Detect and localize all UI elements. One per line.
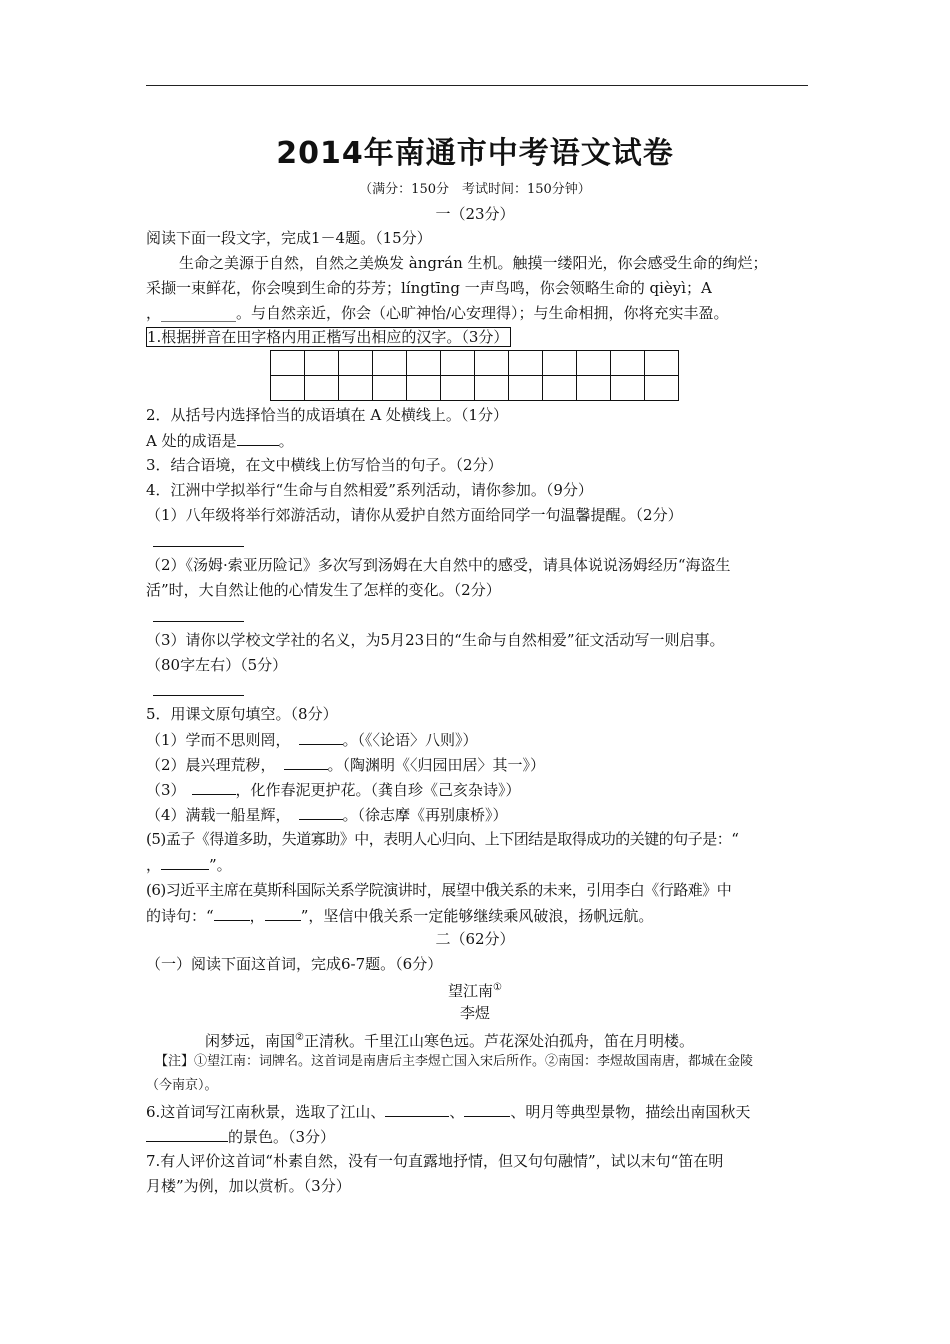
poem-note-line-2: （今南京）。 (146, 1078, 218, 1093)
grid-cell[interactable] (339, 376, 373, 401)
question-4-2-line-1: （2）《汤姆·索亚历险记》多次写到汤姆在大自然中的感受，请具体说说汤姆经历“海盗生 (146, 556, 731, 574)
passage-line-3: ，__________。与自然亲近，你会（心旷神怡/心安理得）；与生命相拥，你将充实丰盈。 (146, 304, 729, 322)
section-1-header: 一（23分） (435, 205, 515, 223)
question-5-4: （4）满载一船星辉， 。（徐志摩《再别康桥》） (146, 806, 508, 824)
blank-5-3[interactable] (192, 779, 236, 795)
poem-text: 闲梦远，南国②正清秋。千里江山寒色远。芦花深处泊孤舟，笛在月明楼。 (205, 1032, 694, 1050)
question-5-5: (5)孟子《得道多助，失道寡助》中，表明人心归向、上下团结是取得成功的关键的句子是：“ (146, 830, 739, 848)
grid-cell[interactable] (305, 376, 339, 401)
grid-cell[interactable] (373, 351, 407, 376)
grid-cell[interactable] (441, 376, 475, 401)
question-3: 3．结合语境，在文中横线上仿写恰当的句子。（2分） (146, 456, 503, 474)
blank-5-6-b[interactable] (265, 905, 301, 921)
grid-cell[interactable] (645, 376, 679, 401)
question-5-1: （1）学而不思则罔， 。（《〈论语〉八则》） (146, 731, 478, 749)
grid-cell[interactable] (271, 351, 305, 376)
question-4-3-line-2: （80字左右）（5分） (146, 656, 288, 674)
passage-line-1: 生命之美源于自然，自然之美焕发 àngrán 生机。触摸一缕阳光，你会感受生命的绚烂； (179, 254, 768, 272)
question-6-cont: 的景色。（3分） (146, 1126, 335, 1147)
question-6: 6.这首词写江南秋景，选取了江山、 、 、明月等典型景物，描绘出南国秋天 (146, 1103, 751, 1121)
question-5: 5．用课文原句填空。（8分） (146, 705, 338, 723)
question-1: 1.根据拼音在田字格内用正楷写出相应的汉字。（3分） (146, 327, 511, 347)
blank-6-b[interactable] (464, 1101, 510, 1117)
blank-5-4[interactable] (299, 804, 343, 820)
question-7-line-1: 7.有人评价这首词“朴素自然，没有一句直露地抒情，但又句句融情”，试以末句“笛在明 (146, 1152, 724, 1170)
grid-cell[interactable] (339, 351, 373, 376)
question-4-1: （1）八年级将举行郊游活动，请你从爱护自然方面给同学一句温馨提醒。（2分） (146, 506, 683, 524)
answer-line-4-3[interactable] (153, 695, 244, 696)
blank-6-c[interactable] (146, 1126, 228, 1142)
page-title: 2014年南通市中考语文试卷 (276, 136, 674, 171)
grid-cell[interactable] (577, 351, 611, 376)
question-2-answer: A 处的成语是 。 (146, 432, 294, 450)
grid-cell[interactable] (543, 351, 577, 376)
grid-cell[interactable] (475, 351, 509, 376)
question-5-3: （3） ，化作春泥更护花。（龚自珍《己亥杂诗》） (146, 781, 521, 799)
exam-subtitle: （满分：150分 考试时间：150分钟） (359, 182, 591, 197)
question-7-line-2: 月楼”为例，加以赏析。（3分） (146, 1177, 351, 1195)
blank-5-5[interactable] (161, 854, 209, 870)
question-2: 2．从括号内选择恰当的成语填在 A 处横线上。（1分） (146, 406, 508, 424)
grid-cell[interactable] (645, 351, 679, 376)
grid-row (271, 351, 679, 376)
answer-line-4-2[interactable] (153, 621, 244, 622)
header-rule (146, 85, 808, 86)
blank-6-a[interactable] (385, 1101, 449, 1117)
passage-line-2: 采撷一束鲜花，你会嗅到生命的芬芳；língtīng 一声鸟鸣，你会领略生命的 qièyì；A (146, 279, 712, 297)
answer-line-4-1[interactable] (153, 546, 244, 547)
idiom-answer-blank[interactable] (237, 430, 279, 446)
section-1-intro: 阅读下面一段文字，完成1－4题。（15分） (146, 229, 432, 247)
poem-note-line-1: 【注】①望江南：词牌名。这首词是南唐后主李煜亡国入宋后所作。②南国：李煜故国南唐，都城在金陵 (155, 1054, 754, 1069)
grid-row (271, 376, 679, 401)
blank-5-2[interactable] (284, 754, 328, 770)
poem-author: 李煜 (459, 1004, 490, 1022)
grid-cell[interactable] (509, 376, 543, 401)
question-4: 4．江洲中学拟举行“生命与自然相爱”系列活动，请你参加。（9分） (146, 481, 593, 499)
grid-cell[interactable] (407, 351, 441, 376)
section-2-header: 二（62分） (435, 930, 515, 948)
grid-cell[interactable] (271, 376, 305, 401)
grid-cell[interactable] (407, 376, 441, 401)
grid-cell[interactable] (543, 376, 577, 401)
section-2-intro: （一）阅读下面这首词，完成6-7题。（6分） (146, 955, 443, 973)
grid-cell[interactable] (611, 376, 645, 401)
tianzi-grid[interactable] (270, 350, 679, 401)
grid-cell[interactable] (441, 351, 475, 376)
grid-cell[interactable] (611, 351, 645, 376)
question-5-2: （2）晨兴理荒秽， 。（陶渊明《〈归园田居〉其一》） (146, 756, 546, 774)
question-4-3-line-1: （3）请你以学校文学社的名义，为5月23日的“生命与自然相爱”征文活动写一则启事。 (146, 631, 725, 649)
grid-cell[interactable] (577, 376, 611, 401)
grid-cell[interactable] (509, 351, 543, 376)
grid-cell[interactable] (305, 351, 339, 376)
grid-cell[interactable] (475, 376, 509, 401)
blank-5-1[interactable] (299, 729, 343, 745)
grid-cell[interactable] (373, 376, 407, 401)
blank-5-6-a[interactable] (214, 905, 250, 921)
question-4-2-line-2: 活”时，大自然让他的心情发生了怎样的变化。（2分） (146, 581, 501, 599)
question-5-5-answer: ， ”。 (146, 856, 232, 874)
question-5-6-answer: 的诗句：“ ， ”，坚信中俄关系一定能够继续乘风破浪，扬帆远航。 (146, 907, 654, 925)
question-5-6: (6)习近平主席在莫斯科国际关系学院演讲时，展望中俄关系的未来，引用李白《行路难》中 (146, 881, 732, 899)
poem-title: 望江南① (448, 982, 502, 1000)
